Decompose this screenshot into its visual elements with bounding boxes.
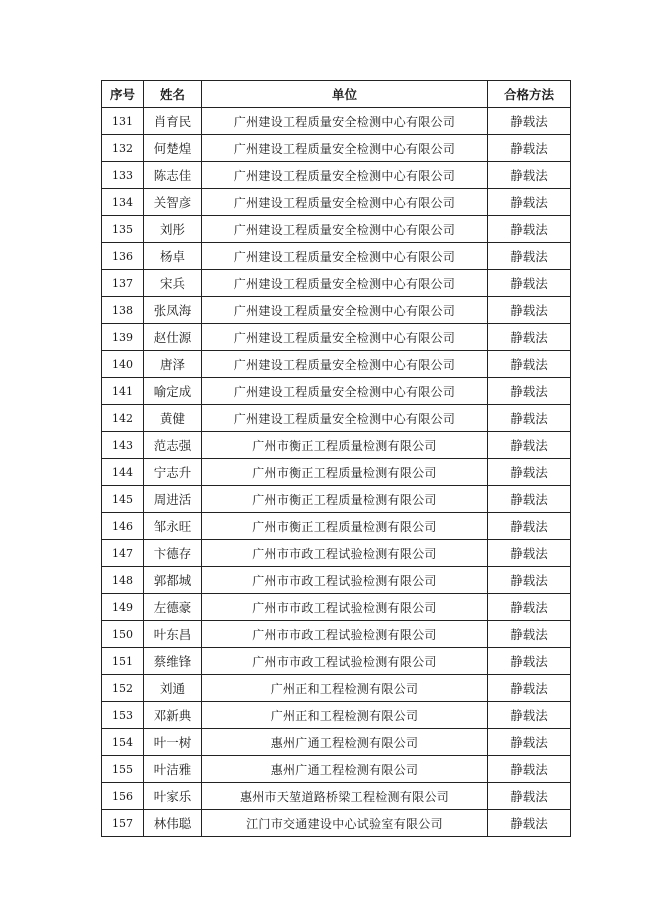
table-row (102, 405, 571, 432)
table-row (102, 108, 571, 135)
row-unit-cell: 广州市市政工程试验检测有限公司 (202, 648, 488, 675)
row-unit-cell: 广州市市政工程试验检测有限公司 (202, 594, 488, 621)
row-number-cell: 133 (102, 162, 144, 189)
row-method-cell: 静载法 (488, 486, 571, 513)
row-method-cell: 静载法 (488, 162, 571, 189)
row-name-cell: 唐泽 (144, 351, 202, 378)
row-number-cell: 151 (102, 648, 144, 675)
table-row (102, 729, 571, 756)
row-name-cell: 宋兵 (144, 270, 202, 297)
table-row (102, 216, 571, 243)
row-number-cell: 145 (102, 486, 144, 513)
row-name-cell: 肖育民 (144, 108, 202, 135)
row-name-cell: 邓新典 (144, 702, 202, 729)
row-name-cell: 左德豪 (144, 594, 202, 621)
row-number-cell: 152 (102, 675, 144, 702)
row-method-cell: 静载法 (488, 108, 571, 135)
row-method-cell: 静载法 (488, 324, 571, 351)
row-name-cell: 叶一树 (144, 729, 202, 756)
row-unit-cell: 广州市市政工程试验检测有限公司 (202, 540, 488, 567)
row-number-cell: 155 (102, 756, 144, 783)
row-unit-cell: 广州市衡正工程质量检测有限公司 (202, 432, 488, 459)
row-name-cell: 范志强 (144, 432, 202, 459)
row-unit-cell: 广州正和工程检测有限公司 (202, 702, 488, 729)
row-name-cell: 宁志升 (144, 459, 202, 486)
table-row (102, 756, 571, 783)
row-method-cell: 静载法 (488, 540, 571, 567)
row-method-cell: 静载法 (488, 810, 571, 837)
row-unit-cell: 广州建设工程质量安全检测中心有限公司 (202, 108, 488, 135)
header-row (102, 81, 571, 108)
table-row (102, 513, 571, 540)
row-unit-cell: 广州建设工程质量安全检测中心有限公司 (202, 351, 488, 378)
row-name-cell: 杨卓 (144, 243, 202, 270)
row-name-cell: 喻定成 (144, 378, 202, 405)
row-unit-cell: 惠州广通工程检测有限公司 (202, 756, 488, 783)
row-unit-cell: 广州建设工程质量安全检测中心有限公司 (202, 297, 488, 324)
row-method-cell: 静载法 (488, 351, 571, 378)
row-unit-cell: 广州市市政工程试验检测有限公司 (202, 621, 488, 648)
table-row (102, 432, 571, 459)
row-number-cell: 137 (102, 270, 144, 297)
row-unit-cell: 广州建设工程质量安全检测中心有限公司 (202, 162, 488, 189)
row-method-cell: 静载法 (488, 189, 571, 216)
table-row (102, 648, 571, 675)
row-unit-cell: 广州市市政工程试验检测有限公司 (202, 567, 488, 594)
row-number-cell: 135 (102, 216, 144, 243)
row-unit-cell: 广州建设工程质量安全检测中心有限公司 (202, 243, 488, 270)
table-row (102, 675, 571, 702)
row-method-cell: 静载法 (488, 513, 571, 540)
row-method-cell: 静载法 (488, 783, 571, 810)
row-number-cell: 141 (102, 378, 144, 405)
table-row (102, 135, 571, 162)
row-unit-cell: 广州正和工程检测有限公司 (202, 675, 488, 702)
row-method-cell: 静载法 (488, 621, 571, 648)
table-row (102, 702, 571, 729)
table-row (102, 783, 571, 810)
row-number-cell: 131 (102, 108, 144, 135)
table-row (102, 459, 571, 486)
table-row (102, 297, 571, 324)
row-number-cell: 132 (102, 135, 144, 162)
row-name-cell: 周进活 (144, 486, 202, 513)
row-name-cell: 关智彦 (144, 189, 202, 216)
row-unit-cell: 江门市交通建设中心试验室有限公司 (202, 810, 488, 837)
row-unit-cell: 惠州市天堃道路桥梁工程检测有限公司 (202, 783, 488, 810)
personnel-table (101, 80, 571, 837)
row-name-cell: 蔡维锋 (144, 648, 202, 675)
row-method-cell: 静载法 (488, 216, 571, 243)
row-unit-cell: 广州建设工程质量安全检测中心有限公司 (202, 216, 488, 243)
row-name-cell: 叶东昌 (144, 621, 202, 648)
row-name-cell: 陈志佳 (144, 162, 202, 189)
table-header (102, 81, 571, 108)
row-method-cell: 静载法 (488, 405, 571, 432)
row-name-cell: 邹永旺 (144, 513, 202, 540)
row-number-cell: 153 (102, 702, 144, 729)
table-row (102, 243, 571, 270)
row-name-cell: 张凤海 (144, 297, 202, 324)
row-method-cell: 静载法 (488, 432, 571, 459)
table-body (102, 108, 571, 837)
row-unit-cell: 广州市衡正工程质量检测有限公司 (202, 486, 488, 513)
row-method-cell: 静载法 (488, 729, 571, 756)
table-row (102, 567, 571, 594)
row-name-cell: 叶洁雅 (144, 756, 202, 783)
row-method-cell: 静载法 (488, 756, 571, 783)
row-method-cell: 静载法 (488, 459, 571, 486)
table-row (102, 270, 571, 297)
header-name: 姓名 (144, 81, 202, 108)
row-method-cell: 静载法 (488, 594, 571, 621)
row-method-cell: 静载法 (488, 675, 571, 702)
row-method-cell: 静载法 (488, 243, 571, 270)
table-row (102, 324, 571, 351)
table-row (102, 378, 571, 405)
row-number-cell: 134 (102, 189, 144, 216)
table-row (102, 351, 571, 378)
row-method-cell: 静载法 (488, 648, 571, 675)
row-number-cell: 140 (102, 351, 144, 378)
row-name-cell: 刘通 (144, 675, 202, 702)
row-method-cell: 静载法 (488, 297, 571, 324)
row-method-cell: 静载法 (488, 270, 571, 297)
table-row (102, 810, 571, 837)
row-number-cell: 157 (102, 810, 144, 837)
row-number-cell: 144 (102, 459, 144, 486)
row-name-cell: 郭都城 (144, 567, 202, 594)
header-unit: 单位 (202, 81, 488, 108)
row-name-cell: 林伟聪 (144, 810, 202, 837)
header-method: 合格方法 (488, 81, 571, 108)
row-method-cell: 静载法 (488, 378, 571, 405)
row-name-cell: 何楚煌 (144, 135, 202, 162)
row-unit-cell: 广州市衡正工程质量检测有限公司 (202, 459, 488, 486)
row-number-cell: 156 (102, 783, 144, 810)
row-number-cell: 154 (102, 729, 144, 756)
table-row (102, 540, 571, 567)
row-number-cell: 147 (102, 540, 144, 567)
table-row (102, 486, 571, 513)
row-number-cell: 146 (102, 513, 144, 540)
row-method-cell: 静载法 (488, 567, 571, 594)
row-unit-cell: 广州建设工程质量安全检测中心有限公司 (202, 405, 488, 432)
row-name-cell: 叶家乐 (144, 783, 202, 810)
row-unit-cell: 广州市衡正工程质量检测有限公司 (202, 513, 488, 540)
row-method-cell: 静载法 (488, 135, 571, 162)
row-unit-cell: 广州建设工程质量安全检测中心有限公司 (202, 189, 488, 216)
row-number-cell: 150 (102, 621, 144, 648)
table-row (102, 621, 571, 648)
row-number-cell: 138 (102, 297, 144, 324)
row-unit-cell: 广州建设工程质量安全检测中心有限公司 (202, 324, 488, 351)
row-unit-cell: 广州建设工程质量安全检测中心有限公司 (202, 135, 488, 162)
row-unit-cell: 惠州广通工程检测有限公司 (202, 729, 488, 756)
row-name-cell: 赵仕源 (144, 324, 202, 351)
row-number-cell: 149 (102, 594, 144, 621)
row-number-cell: 143 (102, 432, 144, 459)
row-unit-cell: 广州建设工程质量安全检测中心有限公司 (202, 378, 488, 405)
row-name-cell: 刘彤 (144, 216, 202, 243)
row-name-cell: 卞德存 (144, 540, 202, 567)
row-number-cell: 139 (102, 324, 144, 351)
table-row (102, 162, 571, 189)
header-num: 序号 (102, 81, 144, 108)
row-number-cell: 148 (102, 567, 144, 594)
row-unit-cell: 广州建设工程质量安全检测中心有限公司 (202, 270, 488, 297)
table-row (102, 594, 571, 621)
row-number-cell: 142 (102, 405, 144, 432)
row-number-cell: 136 (102, 243, 144, 270)
row-method-cell: 静载法 (488, 702, 571, 729)
row-name-cell: 黄健 (144, 405, 202, 432)
table-row (102, 189, 571, 216)
